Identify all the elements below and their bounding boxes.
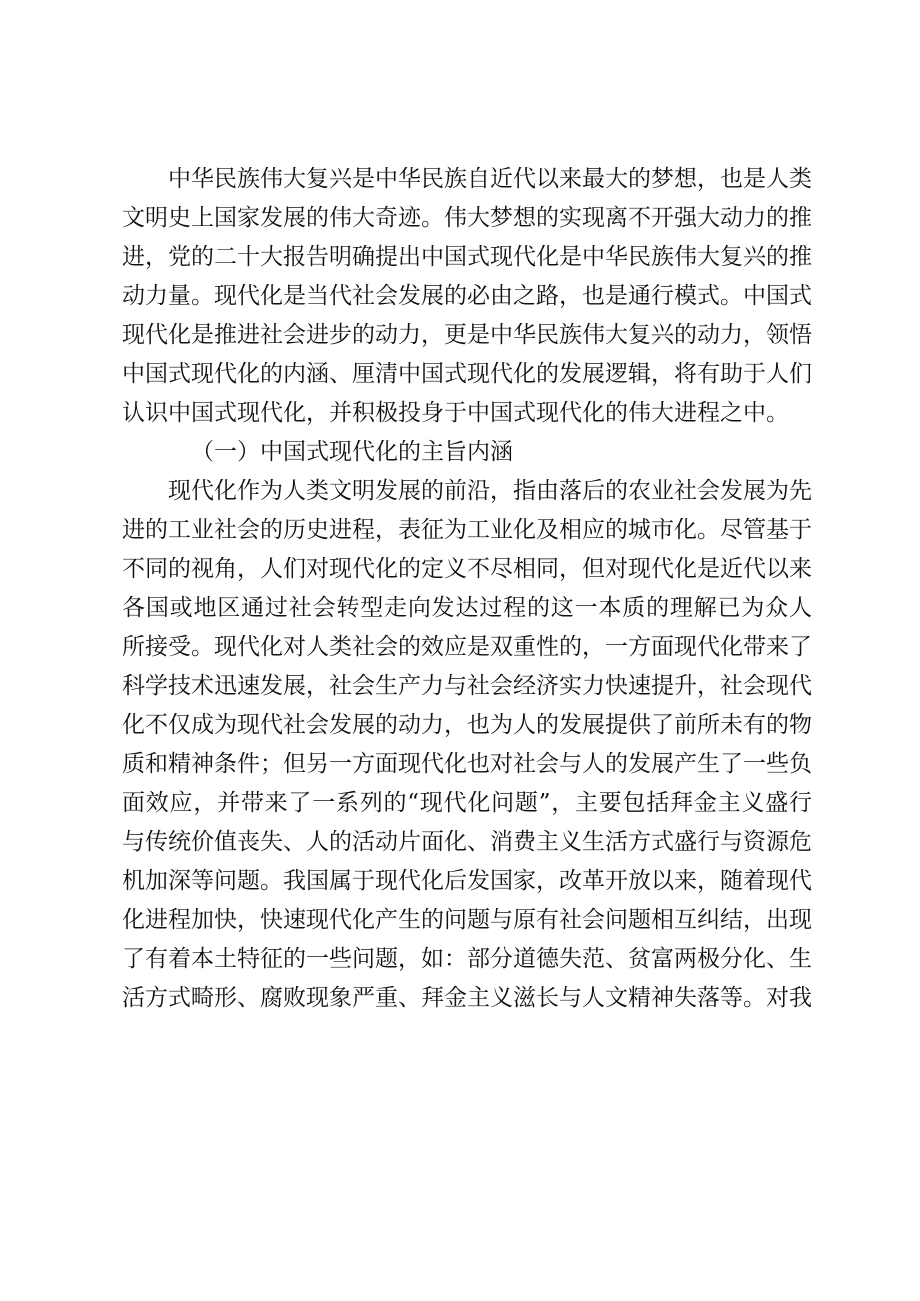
- paragraph-main-content: [122, 472, 812, 1018]
- text-line: 活方式畸形、腐败现象严重、拜金主义滋长与人文精神失落等。对我: [122, 985, 812, 1011]
- text-line: 中华民族伟大复兴是中华民族自近代以来最大的梦想，也是人类: [168, 166, 812, 192]
- document-body: [122, 160, 812, 1018]
- paragraph-intro: [122, 160, 812, 433]
- text-line: 所接受。现代化对人类社会的效应是双重性的，一方面现代化带来了: [122, 634, 812, 660]
- text-line: 科学技术迅速发展，社会生产力与社会经济实力快速提升，社会现代: [122, 673, 812, 699]
- text-line: 质和精神条件；但另一方面现代化也对社会与人的发展产生了一些负: [122, 751, 812, 777]
- text-line: 动力量。现代化是当代社会发展的必由之路，也是通行模式。中国式: [122, 283, 812, 309]
- text-line: 化不仅成为现代社会发展的动力，也为人的发展提供了前所未有的物: [122, 712, 812, 738]
- text-line: 现代化是推进社会进步的动力，更是中华民族伟大复兴的动力，领悟: [122, 322, 812, 348]
- text-line: 了有着本土特征的一些问题，如：部分道德失范、贫富两极分化、生: [122, 946, 812, 972]
- text-line: 进，党的二十大报告明确提出中国式现代化是中华民族伟大复兴的推: [122, 244, 812, 270]
- text-line: 文明史上国家发展的伟大奇迹。伟大梦想的实现离不开强大动力的推: [122, 205, 812, 231]
- text-line: 机加深等问题。我国属于现代化后发国家，改革开放以来，随着现代: [122, 868, 812, 894]
- text-line: 不同的视角，人们对现代化的定义不尽相同，但对现代化是近代以来: [122, 556, 812, 582]
- text-line: 中国式现代化的内涵、厘清中国式现代化的发展逻辑，将有助于人们: [122, 361, 812, 387]
- text-line: 认识中国式现代化，并积极投身于中国式现代化的伟大进程之中。: [122, 400, 789, 426]
- text-line: 各国或地区通过社会转型走向发达过程的这一本质的理解已为众人: [122, 595, 812, 621]
- text-line: 与传统价值丧失、人的活动片面化、消费主义生活方式盛行与资源危: [122, 829, 812, 855]
- text-line: 面效应，并带来了一系列的“现代化问题”，主要包括拜金主义盛行: [122, 790, 812, 816]
- text-line: 现代化作为人类文明发展的前沿，指由落后的农业社会发展为先: [168, 478, 812, 504]
- section-heading: （一）中国式现代化的主旨内涵: [191, 439, 513, 465]
- text-line: 进的工业社会的历史进程，表征为工业化及相应的城市化。尽管基于: [122, 517, 812, 543]
- text-line: 化进程加快，快速现代化产生的问题与原有社会问题相互纠结，出现: [122, 907, 812, 933]
